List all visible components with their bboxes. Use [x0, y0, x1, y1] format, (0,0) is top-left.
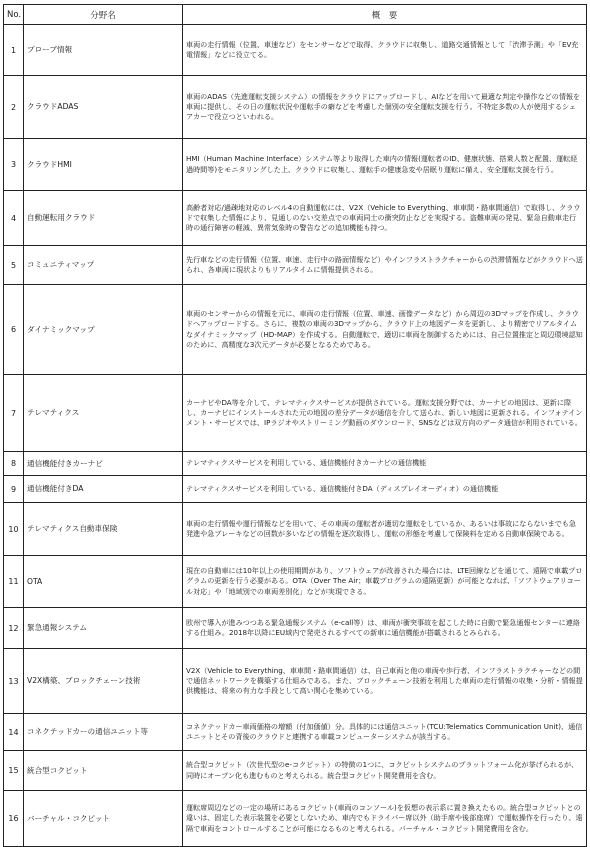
field-name: 自動運転用クラウド [24, 191, 183, 246]
field-name: 統合型コクピット [24, 751, 183, 791]
field-name: ダイナミックマップ [24, 285, 183, 375]
row-number: 6 [4, 285, 24, 375]
table-row [4, 285, 587, 375]
field-name: コネクテッドカーの通信ユニット等 [24, 714, 183, 751]
row-number: 11 [4, 556, 24, 608]
row-number: 5 [4, 246, 24, 285]
field-description: 先行車などの走行情報（位置、車速、走行中の路面情報など）やインフラストラクチャーからの渋滞情報などがクラウドへ送られ、各車両に現状よりもリアルタイムに情報提供される。 [183, 246, 587, 285]
table-row [4, 246, 587, 285]
table-row [4, 191, 587, 246]
market-field-table [3, 4, 587, 847]
row-number: 14 [4, 714, 24, 751]
field-name: バーチャル・コクピット [24, 791, 183, 847]
field-name: OTA [24, 556, 183, 608]
header-no: No. [4, 5, 24, 25]
table-row [4, 139, 587, 191]
row-number: 2 [4, 76, 24, 139]
field-description: 車両のADAS（先進運転支援システム）の情報をクラウドにアップロードし、AIなどを用いて最適な判定や操作などの情報を車両に提供し、その日の運転状況や運転手の癖などを考慮した個別の安全運転支援を行う。不特定多数の人が使用するシェアカーで役立つといわれる。 [183, 76, 587, 139]
row-number: 9 [4, 476, 24, 503]
table-row [4, 452, 587, 476]
header-summary: 概 要 [183, 5, 587, 25]
row-number: 4 [4, 191, 24, 246]
table-row [4, 649, 587, 714]
field-name: クラウドADAS [24, 76, 183, 139]
field-name: V2X構築、ブロックチェーン技術 [24, 649, 183, 714]
table-row [4, 751, 587, 791]
row-number: 3 [4, 139, 24, 191]
field-description: HMI（Human Machine Interface）システム等より取得した車内の情報(運転者のID、健康状態、搭乗人数と配置、運転経過時間等)をモニタリングした上、クラウドに収集し、運転手の健康急変や居眠り運転に備え、安全運転支援を行う。 [183, 139, 587, 191]
field-name: 通信機能付きDA [24, 476, 183, 503]
field-description: 現在の自動車には10年以上の使用期間があり、ソフトウェアが改善された場合には、LTE回線などを通じて、遠隔で車載プログラムの更新を行う必要がある。OTA（Over The Air；車載プログラムの遠隔更新）が可能となれば、「ソフトウェアリコール対応」や「地域別での車両差別化」などが実現できる。 [183, 556, 587, 608]
row-number: 15 [4, 751, 24, 791]
row-number: 8 [4, 452, 24, 476]
table-row [4, 76, 587, 139]
field-name: 通信機能付きカーナビ [24, 452, 183, 476]
field-description: カーナビやDA等を介して、テレマティクスサービスが提供されている。運転支援分野では、カーナビの地図は、更新に際し、カーナビにインストールされた元の地図の差分データが通信を介して送られ、新しい地図に更新される。インフォテインメント・サービスでは、IPラジオやストリーミング動画のダウンロード、SNSなどは双方向のデータ通信が利用されている。 [183, 375, 587, 452]
table-row [4, 714, 587, 751]
field-description: テレマティクスサービスを利用している、通信機能付きDA（ディスプレイオーディオ）の通信機能 [183, 476, 587, 503]
field-description: 高齢者対応/過疎地対応のレベル4の自動運転には、V2X（Vehicle to Everything、車車間・路車間通信）で取得し、クラウドで収集した情報により、見通しのない交差点での車両同士の衝突防止などを実現する。盗難車両の発見、緊急自動車走行時の通行障害の軽減、異常気象時の警告などの追加機能も持つ。 [183, 191, 587, 246]
table-row [4, 476, 587, 503]
field-description: V2X（Vehicle to Everything、車車間・路車間通信）は、自己車両と他の車両や歩行者、インフラストラクチャーなどの間で通信ネットワークを構築する仕組みである。また、ブロックチェーン技術を利用した車両の走行情報の収集・分析・情報提供機能は、将来の有力な手段として高い関心を集めている。 [183, 649, 587, 714]
row-number: 13 [4, 649, 24, 714]
table-row [4, 375, 587, 452]
row-number: 10 [4, 503, 24, 556]
field-description: コネクテッドカー車両価格の増額（付加価値）分。具体的には通信ユニット(TCU:Telematics Communication Unit)、通信ユニットとその背後のクラウドと連携する車載コンピューターシステムが該当する。 [183, 714, 587, 751]
field-description: 車両のセンサーからの情報を元に、車両の走行情報（位置、車速、画像データなど）から周辺の3Dマップを作成し、クラウドへアップロードする。さらに、複数の車両の3Dマップから、クラウド上の地図データを更新し、より精密でリアルタイムなダイナミックマップ（HD-MAP）を作成する。自動運転で、適切に車両を制御するためには、自己位置推定と周辺環境認知のために、高精度な3次元データが必要となるためである。 [183, 285, 587, 375]
table-row [4, 608, 587, 649]
field-description: 統合型コクピット（次世代型のe-コクピット）の特徴の1つに、コクピットシステムのプラットフォーム化が挙げられるが、同時にオープン化も進むものと考えられる。統合型コクピット開発費用を含む。 [183, 751, 587, 791]
table-row [4, 791, 587, 847]
table-row [4, 503, 587, 556]
row-number: 12 [4, 608, 24, 649]
field-name: コミュニティマップ [24, 246, 183, 285]
field-description: テレマティクスサービスを利用している、通信機能付きカーナビの通信機能 [183, 452, 587, 476]
header-field-name: 分野名 [24, 5, 183, 25]
field-description: 車両の走行情報（位置、車速など）をセンサーなどで取得、クラウドに収集し、道路交通情報として「渋滞予測」や「EV充電情報」などに役立てる。 [183, 25, 587, 76]
field-name: 緊急通報システム [24, 608, 183, 649]
field-name: テレマティクス [24, 375, 183, 452]
field-name: クラウドHMI [24, 139, 183, 191]
row-number: 7 [4, 375, 24, 452]
table-row [4, 25, 587, 76]
row-number: 16 [4, 791, 24, 847]
row-number: 1 [4, 25, 24, 76]
field-name: テレマティクス自動車保険 [24, 503, 183, 556]
field-description: 欧州で導入が進みつつある緊急通報システム（e-call等）は、車両が衝突事故を起こした時に自動で緊急通報センターに連絡する仕組み。2018年以降にEU域内で発売されるすべての新車に通信機能が搭載されるとみられる。 [183, 608, 587, 649]
field-name: プローブ情報 [24, 25, 183, 76]
field-description: 車両の走行情報や運行情報などを用いて、その車両の運転者が適切な運転をしているか、あるいは事故にならないまでも急発進や急ブレーキなどの回数が多いなどの情報を逐次取得し、運転の形態を考慮して保険料を定める自動車保険である。 [183, 503, 587, 556]
table-row [4, 556, 587, 608]
field-description: 運転席周辺などの一定の場所にあるコクピット(車両のコンソール)を仮想の表示系に置き換えたもの。統合型コクピットとの違いは、固定した表示装置を必要としないため、車内でもドライバー席以外（助手席や後部座席）で運転操作を行ったり、遠隔で車両をコントロールすることが可能になるものと考えられる。バーチャル・コクピット開発費用を含む。 [183, 791, 587, 847]
table-header-row [4, 5, 587, 25]
